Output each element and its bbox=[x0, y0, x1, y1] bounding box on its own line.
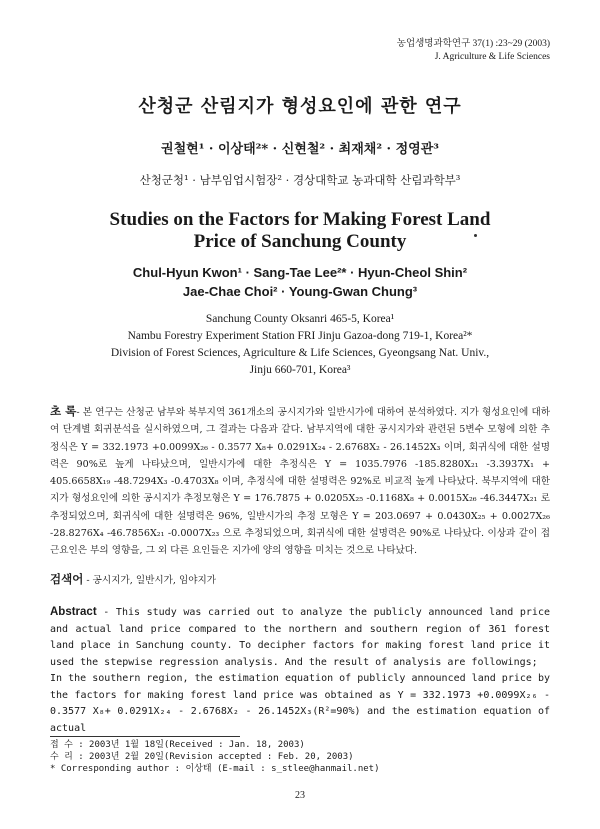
footnote-revised: 수 리 : 2003년 2월 20일(Revision accepted : Feb. 20, 2003) bbox=[50, 752, 354, 762]
title-english-line2: Price of Sanchung County bbox=[193, 231, 407, 252]
affiliation-korean: 산청군청¹ · 남부임업시험장² · 경상대학교 농과대학 산림과학부³ bbox=[139, 173, 461, 187]
affiliation-english-line3: Division of Forest Sciences, Agriculture & Life Sciences, Gyeongsang Nat. Univ., bbox=[110, 347, 490, 359]
abstract-english-heading: Abstract bbox=[50, 606, 97, 618]
authors-korean: 권철현¹ · 이상태²* · 신현철² · 최재채² · 정영관³ bbox=[161, 142, 439, 157]
keywords-korean bbox=[50, 571, 550, 587]
authors-english-line2: Jae-Chae Choi² · Young-Gwan Chung³ bbox=[182, 284, 418, 299]
title-korean: 산청군 산림지가 형성요인에 관한 연구 bbox=[138, 96, 462, 117]
title-english bbox=[0, 209, 600, 253]
authors-english-line1: Chul-Hyun Kwon¹ · Sang-Tae Lee²* · Hyun-Cheol Shin² bbox=[132, 265, 468, 280]
title-english-line1: Studies on the Factors for Making Forest Land bbox=[109, 209, 491, 230]
keywords-body: - 공시지가, 일반시가, 임야지가 bbox=[83, 575, 217, 586]
page-number: 23 bbox=[295, 790, 305, 801]
keywords-heading: 검색어 bbox=[50, 572, 84, 586]
abstract-english-body1: - This study was carried out to analyze the publicly announced land price and actual land price compared to the northern and southern region of 361 forest land place in Sanchung county. To decipher factors for making forest land price it used the stepwise regression analysis. And the result of analysis are followings; bbox=[50, 607, 550, 668]
abstract-english bbox=[50, 604, 550, 737]
footnote-received: 접 수 : 2003년 1월 18일(Received : Jan. 18, 2003) bbox=[50, 740, 305, 750]
footnote-corresponding: * Corresponding author : 이상태 (E-mail : s_stlee@hanmail.net) bbox=[50, 764, 380, 774]
footnote-divider bbox=[50, 736, 240, 737]
journal-name-en: J. Agriculture & Life Sciences bbox=[434, 52, 550, 62]
affiliation-english-line1: Sanchung County Oksanri 465-5, Korea¹ bbox=[205, 313, 395, 325]
decorative-dot bbox=[474, 234, 477, 237]
affiliation-english-line2: Nambu Forestry Experiment Station FRI Jinju Gazoa-dong 719-1, Korea²* bbox=[127, 330, 473, 342]
authors-english bbox=[0, 263, 600, 301]
journal-citation-ko: 농업생명과학연구 37(1) :23~29 (2003) bbox=[396, 39, 550, 49]
footnotes bbox=[50, 739, 380, 775]
abstract-korean bbox=[50, 403, 550, 560]
abstract-english-body2: In the southern region, the estimation equation of publicly announced land price by the factors for making forest land price was obtained as Y = 332.1973 +0.0099X₂₆ - 0.3577 X₈+ 0.0291X₂₄ - 2.6768X₂ - 26.1452X₃(R²=90%) and the estimation equation of actual bbox=[50, 673, 550, 734]
abstract-korean-body: - 본 연구는 산청군 남부와 북부지역 361개소의 공시지가와 일반시가에 대하여 분석하였다. 지가 형성요인에 대하여 단계별 회귀분석을 실시하였으며, 그 결과는 다음과 같다. 남부지역에 대한 공시지가와 관련된 5변수 모형에 의한 추정식은 Y = 332.1973 +0.0099X₂₆ - 0.3577 X₈+ 0.0291X₂₄ - 2.6768X₂ - 26.1452X₃ 이며, 회귀식에 대한 설명력은 90%로 높게 나타났으며, 일반시가에 대한 추정식은 Y = 1035.7976 -185.8280X₂₁ -3.3937X₁ + 405.6658X₁₉ -48.7294X₃ -0.4703X₈ 이며, 추정식에 대한 설명력은 92%로 비교적 높게 나타났다. 북부지역에 대한 지가 형성요인에 의한 공시지가 추정모형은 Y = 176.7875 + 0.0205X₂₅ -0.1168X₈ + 0.0015X₂₆ -46.3447X₂₁ 로 추정되었으며, 회귀식에 대한 설명력은 96%, 일반시가의 추정 모형은 Y = 203.0697 + 0.0430X₂₅ + 0.0027X₂₆ -28.8276X₄ -46.7856X₂₁ -0.0007X₂₃ 으로 추정되었으며, 회귀식에 대한 설명력은 90%로 나타났다. 이상과 같이 접근요인은 부의 영향을, 그 외 다른 요인들은 지가에 양의 영향을 미치는 것으로 나타났다. bbox=[50, 407, 550, 557]
journal-header bbox=[397, 38, 550, 64]
abstract-korean-heading: 초 록 bbox=[50, 404, 77, 418]
affiliation-english-line4: Jinju 660-701, Korea³ bbox=[249, 364, 351, 376]
affiliation-english bbox=[0, 311, 600, 379]
